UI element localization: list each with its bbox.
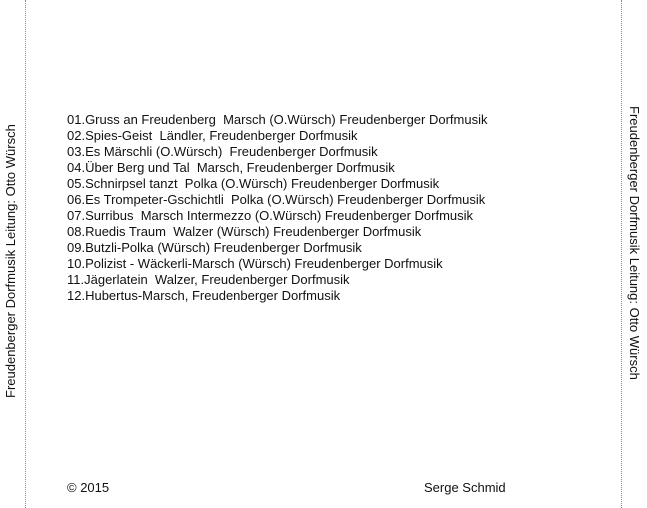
track-item: 09.Butzli-Polka (Würsch) Freudenberger Dorfmusik — [67, 240, 362, 255]
track-item: 01.Gruss an Freudenberg Marsch (O.Würsch) Freudenberger Dorfmusik — [67, 112, 488, 127]
track-item: 04.Über Berg und Tal Marsch, Freudenberger Dorfmusik — [67, 160, 395, 175]
track-item: 07.Surribus Marsch Intermezzo (O.Würsch) Freudenberger Dorfmusik — [67, 208, 474, 223]
right-fold-line — [621, 0, 622, 508]
track-item: 05.Schnirpsel tanzt Polka (O.Würsch) Freudenberger Dorfmusik — [67, 176, 440, 191]
track-list — [67, 112, 488, 304]
track-item: 02.Spies-Geist Ländler, Freudenberger Dorfmusik — [67, 128, 358, 143]
track-item: 10.Polizist - Wäckerli-Marsch (Würsch) Freudenberger Dorfmusik — [67, 256, 443, 271]
left-spine-text: Freudenberger Dorfmusik Leitung: Otto Würsch — [3, 124, 18, 398]
left-spine — [4, 106, 18, 398]
copyright-text: © 2015 — [67, 480, 110, 495]
track-item: 11.Jägerlatein Walzer, Freudenberger Dorfmusik — [67, 272, 350, 287]
track-item: 12.Hubertus-Marsch, Freudenberger Dorfmusik — [67, 288, 341, 303]
track-item: 08.Ruedis Traum Walzer (Würsch) Freudenberger Dorfmusik — [67, 224, 422, 239]
track-item: 06.Es Trompeter-Gschichtli Polka (O.Würsch) Freudenberger Dorfmusik — [67, 192, 486, 207]
right-spine — [627, 106, 641, 400]
right-spine-text: Freudenberger Dorfmusik Leitung: Otto Würsch — [627, 106, 642, 380]
author-text: Serge Schmid — [424, 480, 506, 495]
track-item: 03.Es Märschli (O.Würsch) Freudenberger Dorfmusik — [67, 144, 378, 159]
left-fold-line — [25, 0, 26, 508]
